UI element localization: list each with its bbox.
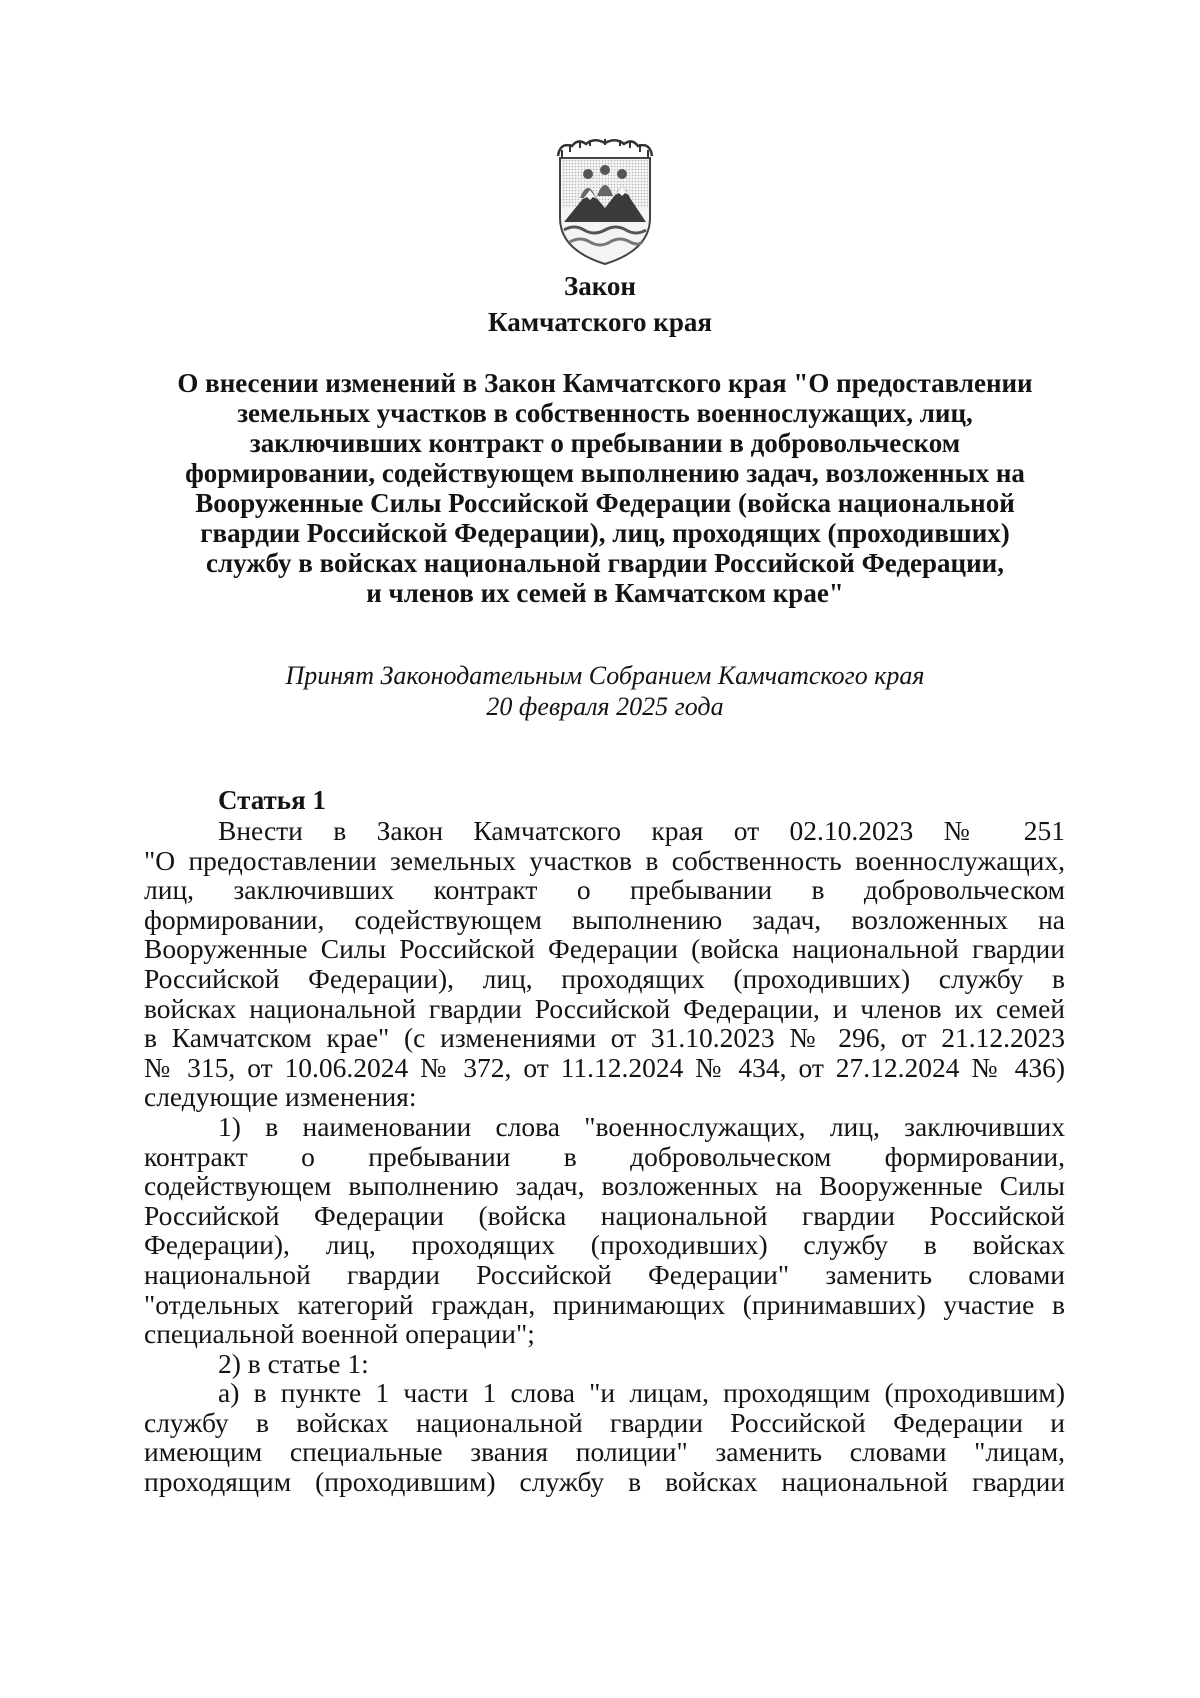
body-line: войсках национальной гвардии Российской Федерации, и членов их семей xyxy=(144,992,1065,1024)
heading-line: гвардии Российской Федерации), лиц, проходящих (проходивших) xyxy=(200,518,1010,548)
adoption-note xyxy=(150,660,1060,722)
article-title: Статья 1 xyxy=(218,785,326,815)
article-body xyxy=(144,816,1065,1497)
body-line: имеющим специальные звания полиции" заменить словами "лицам, xyxy=(144,1436,1065,1468)
body-line: лиц, заключивших контракт о пребывании в добровольческом xyxy=(144,874,1065,906)
body-line: национальной гвардии Российской Федерации" заменить словами xyxy=(144,1258,1065,1290)
law-heading xyxy=(150,368,1060,608)
adoption-line: Принят Законодательным Собранием Камчатского края xyxy=(285,661,925,690)
body-line: специальной военной операции"; xyxy=(144,1318,535,1350)
body-line: проходящим (проходившим) службу в войсках национальной гвардии xyxy=(144,1466,1065,1498)
heading-line: Вооруженные Силы Российской Федерации (войска национальной xyxy=(195,488,1015,518)
body-line: № 315, от 10.06.2024 № 372, от 11.12.2024 № 434, от 27.12.2024 № 436) xyxy=(144,1051,1065,1083)
body-line: службу в войсках национальной гвардии Российской Федерации и xyxy=(144,1406,1065,1438)
body-line: 1) в наименовании слова "военнослужащих, лиц, заключивших xyxy=(218,1110,1065,1142)
heading-line: службу в войсках национальной гвардии Российской Федерации, xyxy=(206,548,1004,578)
heading-line: и членов их семей в Камчатском крае" xyxy=(366,578,844,608)
body-line: а) в пункте 1 части 1 слова "и лицам, проходящим (проходившим) xyxy=(218,1377,1065,1409)
heading-line: заключивших контракт о пребывании в добровольческом xyxy=(249,428,961,458)
body-line: Российской Федерации), лиц, проходящих (проходивших) службу в xyxy=(144,962,1065,994)
body-line: Федерации), лиц, проходящих (проходивших) службу в войсках xyxy=(144,1229,1065,1261)
body-line: формировании, содействующем выполнению задач, возложенных на xyxy=(144,903,1065,935)
body-line: "отдельных категорий граждан, принимающих (принимавших) участие в xyxy=(144,1288,1065,1320)
body-line: Вооруженные Силы Российской Федерации (войска национальной гвардии xyxy=(144,933,1065,965)
law-title: Закон xyxy=(563,271,636,301)
body-line: в Камчатском крае" (с изменениями от 31.10.2023 № 296, от 21.12.2023 xyxy=(144,1022,1065,1054)
body-line: содействующем выполнению задач, возложенных на Вооруженные Силы xyxy=(144,1170,1065,1202)
heading-line: формировании, содействующем выполнению задач, возложенных на xyxy=(185,458,1025,488)
body-line: 2) в статье 1: xyxy=(218,1347,369,1379)
coat-of-arms-icon xyxy=(550,138,660,268)
body-line: контракт о пребывании в добровольческом формировании, xyxy=(144,1140,1065,1172)
body-line: Внести в Закон Камчатского края от 02.10.2023 № 251 xyxy=(218,815,1065,846)
body-line: Российской Федерации (войска национальной гвардии Российской xyxy=(144,1199,1065,1231)
body-line: следующие изменения: xyxy=(144,1081,417,1113)
heading-line: земельных участков в собственность военнослужащих, лиц, xyxy=(237,398,973,428)
body-line: "О предоставлении земельных участков в собственность военнослужащих, xyxy=(144,844,1065,876)
heading-line: О внесении изменений в Закон Камчатского края "О предоставлении xyxy=(177,368,1033,398)
law-region: Камчатского края xyxy=(488,307,712,337)
adoption-date: 20 февраля 2025 года xyxy=(486,692,724,721)
